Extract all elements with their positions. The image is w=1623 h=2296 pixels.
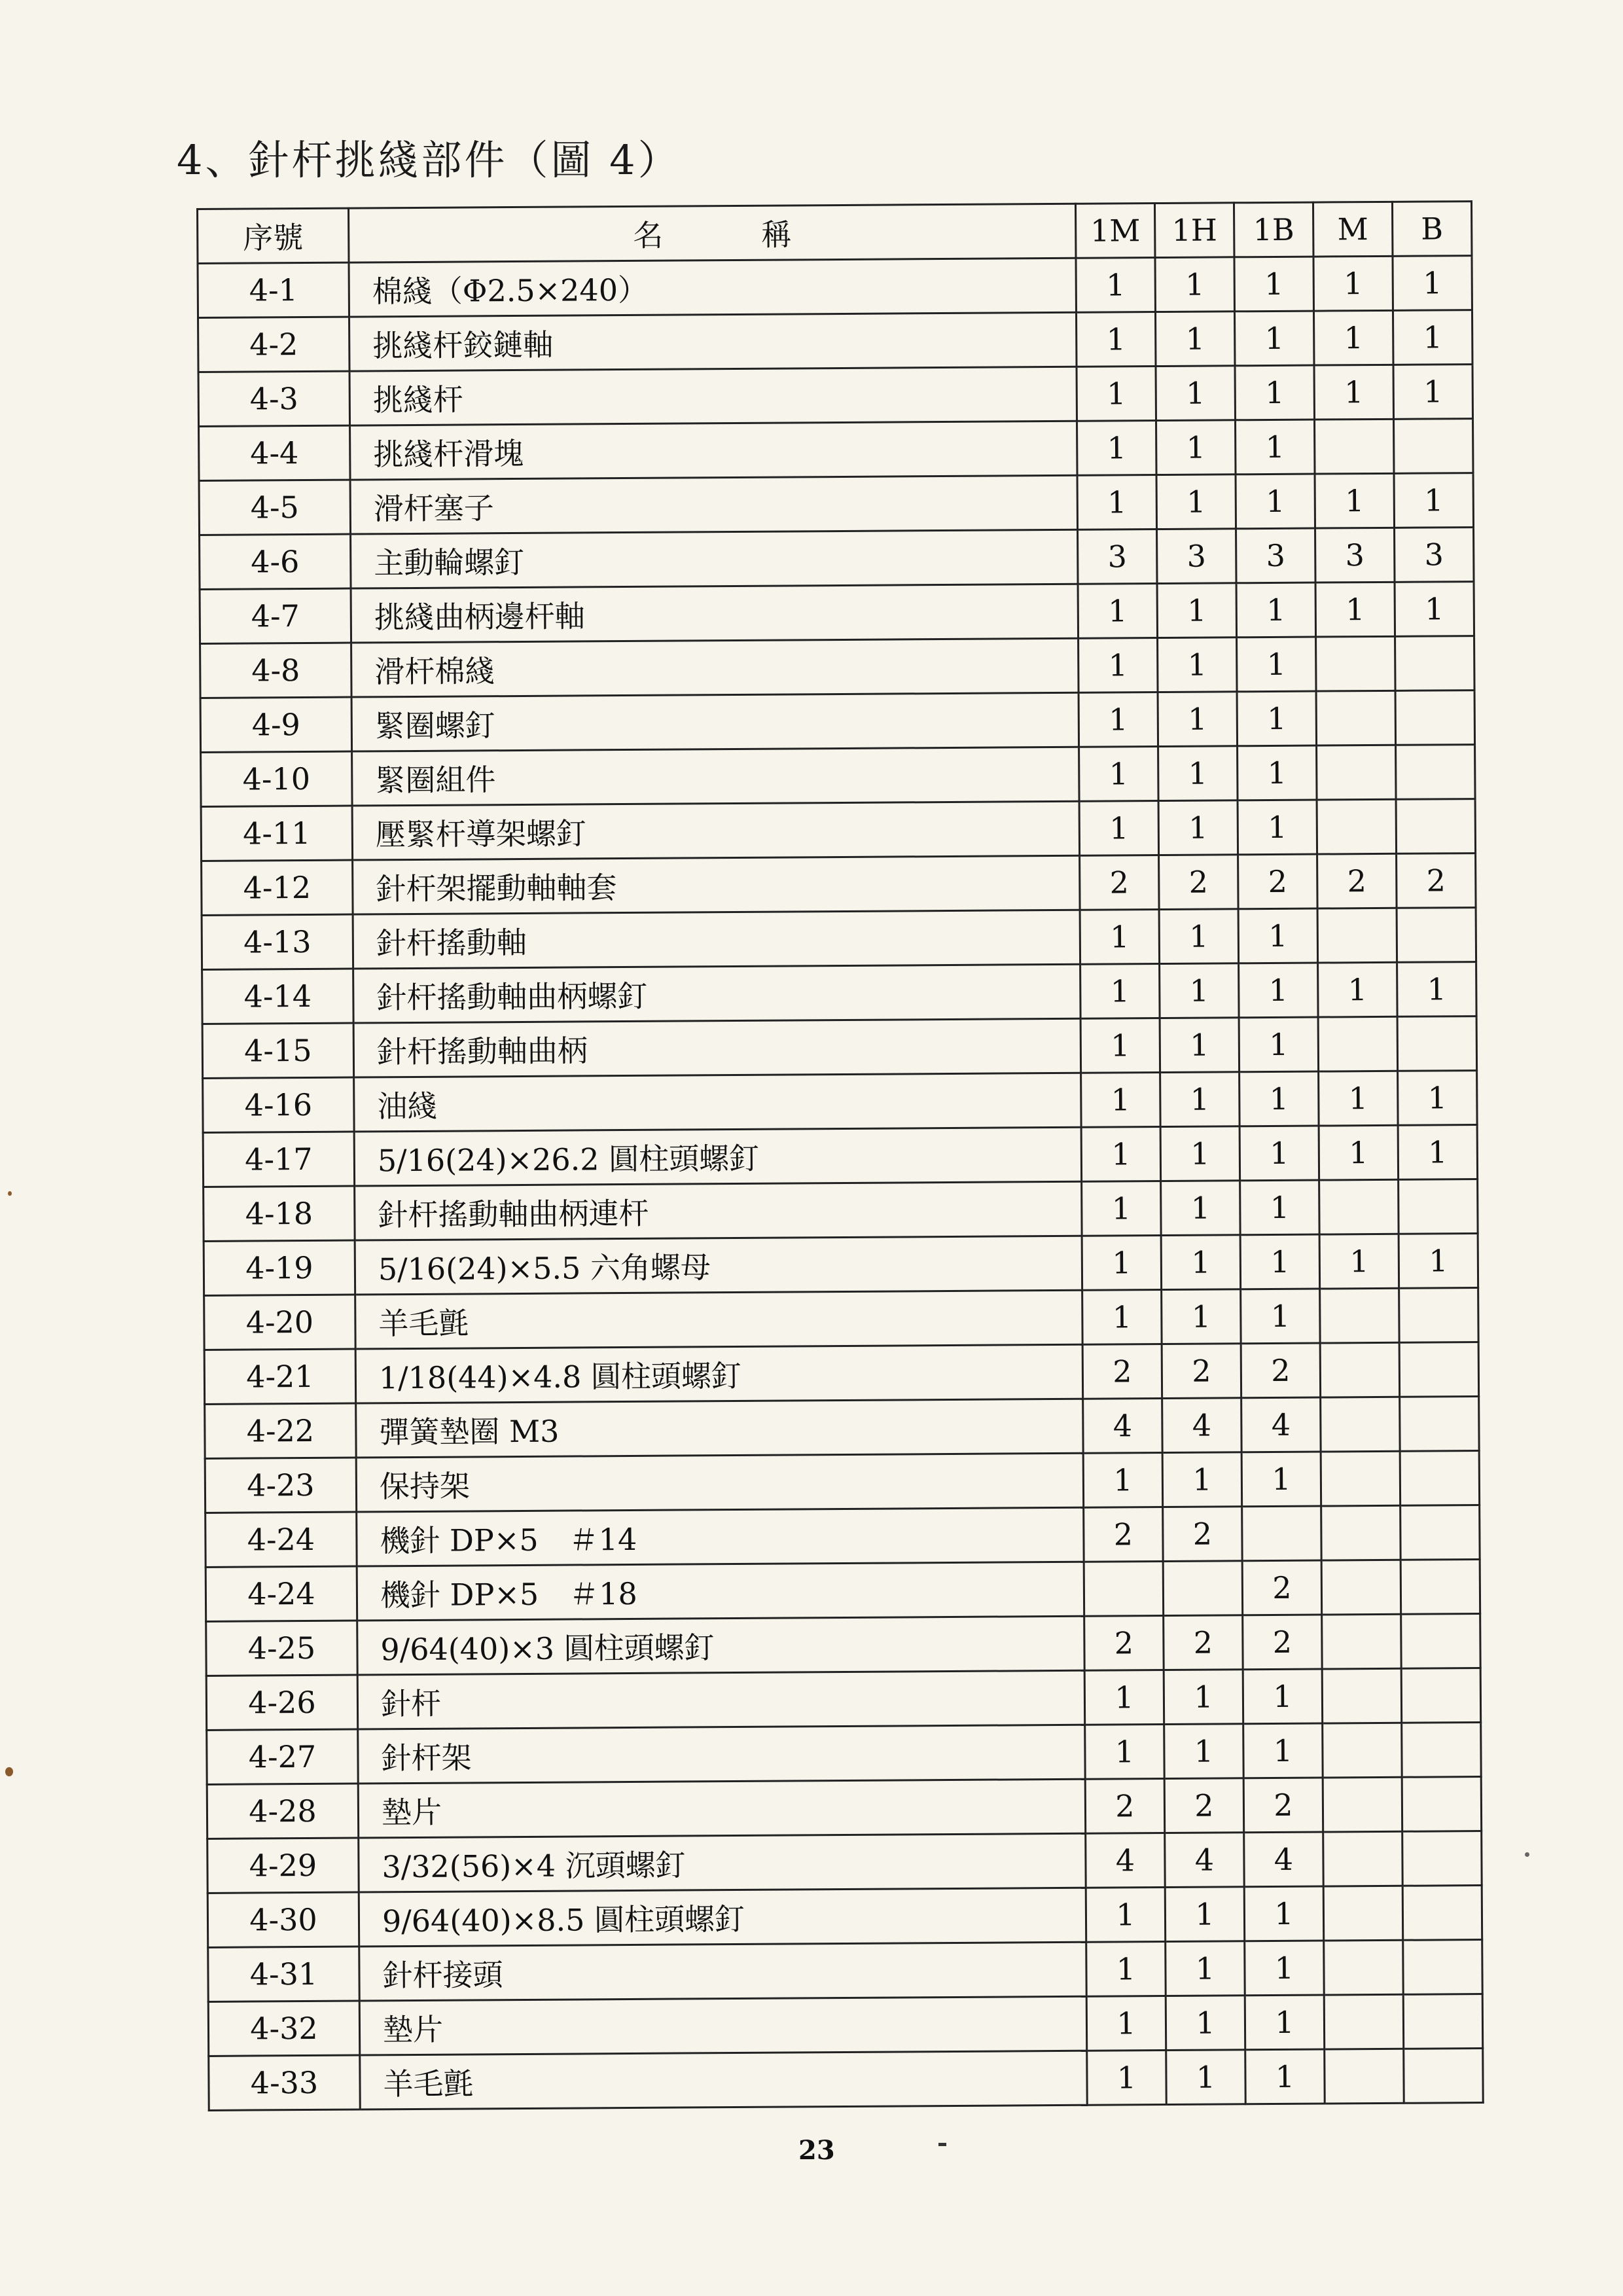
cell-name: 墊片 [358, 1779, 1085, 1838]
cell-qty-1h: 1 [1162, 1289, 1241, 1344]
table-row [201, 799, 1475, 861]
cell-serial-no: 4-12 [202, 860, 353, 915]
cell-qty-1h: 1 [1165, 1887, 1245, 1942]
page-number: 23 [798, 2135, 835, 2166]
cell-qty-m: 1 [1314, 365, 1394, 420]
cell-qty-m [1317, 745, 1397, 800]
cell-name: 棉綫（Φ2.5×240） [349, 258, 1076, 317]
cell-qty-1b: 2 [1238, 854, 1318, 909]
cell-qty-1h: 1 [1160, 1072, 1240, 1127]
cell-qty-1b: 1 [1238, 800, 1317, 855]
cell-qty-b: 1 [1397, 962, 1477, 1017]
table-row [201, 745, 1475, 807]
cell-qty-b [1397, 1016, 1477, 1071]
table-row [200, 636, 1474, 698]
cell-serial-no: 4-29 [207, 1838, 359, 1893]
cell-qty-1m: 2 [1082, 1344, 1162, 1399]
cell-qty-m [1321, 1505, 1401, 1560]
cell-qty-1m [1084, 1562, 1164, 1617]
header-b: B [1392, 202, 1472, 257]
cell-qty-1m: 2 [1085, 1779, 1165, 1834]
table-row [199, 473, 1473, 535]
cell-qty-b: 1 [1398, 1071, 1478, 1126]
cell-qty-m [1321, 1451, 1400, 1506]
cell-name: 保持架 [356, 1453, 1083, 1512]
cell-qty-1h: 1 [1166, 2050, 1246, 2105]
cell-qty-1b: 1 [1245, 1995, 1325, 2050]
cell-qty-1m: 1 [1078, 584, 1158, 639]
cell-qty-b [1402, 1723, 1482, 1778]
cell-qty-b [1404, 2049, 1484, 2104]
cell-qty-1m: 2 [1084, 1616, 1164, 1671]
cell-qty-1m: 1 [1080, 1018, 1160, 1073]
cell-qty-b [1400, 1397, 1480, 1452]
cell-qty-1m: 1 [1079, 692, 1158, 747]
cell-serial-no: 4-24 [205, 1512, 357, 1567]
cell-qty-b: 1 [1395, 582, 1474, 637]
cell-qty-1b: 1 [1240, 1180, 1320, 1235]
cell-qty-b [1399, 1288, 1479, 1343]
cell-qty-1b: 2 [1243, 1615, 1323, 1670]
cell-name: 羊毛氈 [355, 1290, 1082, 1349]
cell-qty-1m: 1 [1087, 2051, 1167, 2106]
cell-qty-1b: 1 [1241, 1452, 1321, 1507]
cell-qty-1b: 1 [1238, 745, 1317, 800]
cell-qty-1b: 1 [1239, 1017, 1319, 1072]
scan-speck [5, 1767, 13, 1776]
cell-name: 油綫 [354, 1073, 1081, 1132]
cell-qty-m [1323, 1886, 1403, 1941]
cell-qty-1m: 1 [1082, 1290, 1162, 1345]
cell-qty-1m: 1 [1077, 421, 1157, 476]
cell-qty-1h: 3 [1157, 529, 1237, 584]
cell-qty-b [1400, 1560, 1480, 1615]
cell-name: 壓緊杆導架螺釘 [352, 801, 1079, 860]
header-1m: 1M [1075, 204, 1155, 259]
cell-qty-1b: 1 [1234, 257, 1314, 312]
cell-qty-1m: 1 [1083, 1453, 1163, 1508]
cell-qty-1m: 4 [1083, 1399, 1163, 1454]
cell-qty-1b: 1 [1240, 1071, 1319, 1126]
cell-qty-b: 3 [1395, 528, 1474, 583]
cell-qty-m: 1 [1315, 582, 1395, 637]
cell-name: 主動輪螺釘 [351, 529, 1078, 588]
cell-qty-1b: 1 [1237, 691, 1317, 746]
cell-qty-1h: 1 [1155, 257, 1235, 312]
table-row [205, 1397, 1479, 1459]
cell-name: 機針 DP×5 ＃18 [357, 1562, 1084, 1621]
cell-qty-1h: 4 [1165, 1833, 1245, 1888]
cell-serial-no: 4-33 [209, 2055, 361, 2110]
table-body [198, 256, 1483, 2111]
cell-qty-m [1323, 1831, 1403, 1886]
cell-qty-1h: 1 [1156, 366, 1236, 421]
cell-serial-no: 4-15 [202, 1023, 354, 1078]
cell-qty-b [1396, 799, 1476, 854]
cell-qty-1b: 3 [1236, 528, 1316, 583]
cell-qty-1m: 1 [1079, 747, 1159, 802]
header-m: M [1313, 202, 1393, 257]
cell-qty-m [1320, 1288, 1400, 1343]
cell-qty-m: 2 [1317, 853, 1397, 908]
cell-qty-1m: 2 [1080, 855, 1160, 910]
cell-qty-1h: 1 [1158, 746, 1238, 801]
cell-qty-b: 1 [1393, 256, 1472, 311]
cell-serial-no: 4-28 [207, 1784, 359, 1839]
cell-qty-m [1324, 1940, 1404, 1995]
cell-qty-1m: 1 [1076, 312, 1156, 367]
cell-qty-b: 1 [1393, 310, 1472, 365]
cell-qty-b [1403, 1994, 1483, 2049]
cell-serial-no: 4-19 [204, 1240, 355, 1295]
cell-qty-b: 1 [1393, 365, 1473, 420]
cell-qty-1h: 1 [1155, 312, 1235, 367]
cell-serial-no: 4-25 [206, 1621, 358, 1676]
cell-serial-no: 4-9 [200, 697, 352, 752]
cell-qty-1m: 1 [1082, 1236, 1162, 1291]
cell-qty-b [1399, 1179, 1478, 1234]
cell-qty-m [1323, 1777, 1402, 1832]
cell-serial-no: 4-18 [204, 1186, 355, 1241]
cell-name: 針杆搖動軸 [353, 910, 1080, 969]
table-row [205, 1451, 1479, 1513]
table-row [204, 1234, 1478, 1296]
cell-serial-no: 4-31 [208, 1946, 360, 2001]
cell-qty-1m: 1 [1082, 1181, 1162, 1236]
cell-qty-1m: 1 [1079, 801, 1159, 856]
cell-qty-b [1395, 636, 1475, 691]
table-row [206, 1668, 1480, 1731]
table-row [207, 1777, 1481, 1839]
cell-qty-1b: 1 [1239, 963, 1319, 1018]
cell-qty-1h: 1 [1162, 1452, 1242, 1507]
table-row [200, 691, 1474, 753]
cell-qty-1m: 2 [1084, 1507, 1164, 1562]
cell-serial-no: 4-3 [198, 371, 350, 426]
cell-qty-m: 1 [1315, 473, 1395, 528]
cell-name: 挑綫杆 [349, 367, 1077, 425]
table-row [205, 1560, 1480, 1622]
cell-qty-1h: 1 [1160, 1018, 1240, 1073]
cell-qty-b: 2 [1397, 853, 1476, 908]
cell-qty-b: 1 [1398, 1125, 1478, 1180]
cell-qty-1b: 2 [1242, 1560, 1322, 1615]
cell-qty-m: 1 [1319, 1071, 1399, 1126]
cell-name: 9/64(40)×8.5 圓柱頭螺釘 [359, 1888, 1086, 1946]
table-row [204, 1179, 1478, 1242]
cell-qty-b [1402, 1777, 1482, 1832]
table-row [207, 1723, 1481, 1785]
table-row [202, 1016, 1476, 1079]
header-serial-no: 序號 [198, 208, 349, 263]
cell-name: 挑綫曲柄邊杆軸 [351, 584, 1078, 643]
cell-qty-m [1318, 1016, 1398, 1071]
cell-qty-b [1399, 1342, 1479, 1397]
scan-speck [8, 1191, 12, 1196]
cell-name: 針杆 [357, 1670, 1084, 1729]
header-row [198, 202, 1472, 264]
cell-qty-1h: 1 [1158, 692, 1238, 747]
cell-qty-1b: 2 [1243, 1778, 1323, 1833]
cell-qty-b [1401, 1614, 1481, 1669]
cell-qty-1b: 1 [1241, 1289, 1321, 1344]
header-1b: 1B [1234, 202, 1313, 257]
table-row [204, 1342, 1478, 1405]
cell-serial-no: 4-5 [199, 480, 351, 535]
cell-qty-m: 1 [1319, 1234, 1399, 1289]
cell-qty-1b: 1 [1235, 365, 1315, 420]
cell-serial-no: 4-17 [203, 1132, 355, 1187]
cell-name: 3/32(56)×4 沉頭螺釘 [359, 1833, 1086, 1892]
cell-qty-m: 1 [1313, 256, 1393, 311]
cell-qty-1m: 1 [1084, 1670, 1164, 1725]
cell-qty-1h: 1 [1156, 420, 1236, 475]
cell-qty-1b: 1 [1243, 1723, 1323, 1778]
cell-qty-m [1316, 691, 1396, 745]
cell-qty-1b: 1 [1245, 1941, 1325, 1996]
cell-serial-no: 4-8 [200, 643, 352, 698]
cell-serial-no: 4-24 [205, 1566, 357, 1621]
cell-serial-no: 4-23 [205, 1458, 357, 1513]
cell-qty-1m: 1 [1077, 475, 1157, 530]
cell-qty-1m: 1 [1079, 638, 1158, 693]
cell-name: 針杆搖動軸曲柄 [353, 1018, 1080, 1077]
cell-qty-1m: 1 [1086, 1942, 1166, 1997]
cell-serial-no: 4-32 [208, 2001, 360, 2056]
cell-qty-1h: 1 [1164, 1670, 1243, 1725]
cell-serial-no: 4-6 [200, 534, 351, 589]
cell-serial-no: 4-22 [205, 1403, 357, 1458]
cell-qty-m [1321, 1397, 1400, 1452]
cell-name: 1/18(44)×4.8 圓柱頭螺釘 [355, 1344, 1082, 1403]
page-title: 4、針杆挑綫部件（圖 4） [177, 136, 681, 184]
cell-qty-b [1403, 1940, 1483, 1995]
cell-name: 滑杆塞子 [350, 475, 1077, 534]
cell-qty-b [1402, 1831, 1482, 1886]
cell-qty-m [1323, 1723, 1402, 1778]
cell-qty-1h: 1 [1161, 1181, 1241, 1236]
table-row [203, 1125, 1477, 1187]
table-row [198, 310, 1472, 372]
cell-qty-b [1394, 419, 1474, 474]
cell-serial-no: 4-20 [204, 1295, 356, 1350]
cell-serial-no: 4-7 [200, 588, 351, 643]
cell-qty-m [1317, 908, 1397, 963]
cell-serial-no: 4-13 [202, 914, 353, 969]
table-row [208, 1940, 1482, 2002]
cell-serial-no: 4-21 [204, 1349, 356, 1404]
cell-qty-1b: 1 [1243, 1669, 1323, 1724]
cell-qty-b [1402, 1886, 1482, 1941]
table-row [200, 582, 1474, 644]
cell-serial-no: 4-14 [202, 969, 354, 1024]
cell-qty-1b [1242, 1506, 1322, 1561]
cell-qty-1b: 1 [1236, 583, 1316, 637]
cell-qty-1b: 1 [1240, 1126, 1319, 1181]
cell-qty-b [1397, 908, 1476, 963]
cell-qty-1m: 1 [1076, 258, 1156, 313]
cell-serial-no: 4-1 [198, 262, 349, 317]
cell-name: 挑綫杆鉸鏈軸 [349, 312, 1077, 371]
cell-qty-1h: 2 [1164, 1615, 1243, 1670]
cell-qty-1m: 3 [1078, 529, 1158, 584]
cell-qty-1b: 4 [1244, 1832, 1324, 1887]
cell-qty-1b: 1 [1236, 474, 1315, 529]
cell-serial-no: 4-4 [199, 425, 351, 480]
cell-qty-1h: 2 [1163, 1507, 1243, 1562]
cell-qty-m [1324, 1994, 1404, 2049]
table-row [208, 1994, 1482, 2056]
cell-name: 5/16(24)×26.2 圓柱頭螺釘 [354, 1127, 1081, 1186]
cell-qty-1h [1163, 1561, 1243, 1616]
cell-qty-m [1321, 1560, 1401, 1615]
cell-serial-no: 4-11 [201, 806, 353, 861]
cell-serial-no: 4-10 [201, 751, 353, 806]
table-row [199, 419, 1473, 481]
cell-qty-1b: 1 [1240, 1234, 1320, 1289]
cell-qty-m: 1 [1319, 1125, 1399, 1180]
scan-mark [938, 2143, 946, 2146]
cell-name: 彈簧墊圈 M3 [356, 1399, 1083, 1458]
cell-qty-1h: 1 [1160, 963, 1240, 1018]
cell-qty-1h: 2 [1164, 1778, 1244, 1833]
cell-name: 針杆架 [358, 1725, 1085, 1784]
cell-qty-1h: 1 [1166, 1941, 1245, 1996]
cell-qty-m [1320, 1342, 1400, 1397]
cell-qty-1b: 1 [1238, 908, 1318, 963]
cell-qty-1h: 1 [1161, 1235, 1241, 1290]
table-row [206, 1614, 1480, 1676]
cell-qty-m [1325, 2049, 1404, 2104]
cell-qty-1h: 1 [1158, 800, 1238, 855]
cell-name: 9/64(40)×3 圓柱頭螺釘 [357, 1616, 1084, 1675]
table-row [207, 1886, 1482, 1948]
table-row [205, 1505, 1480, 1568]
cell-qty-1h: 1 [1164, 1724, 1244, 1779]
table-row [209, 2049, 1483, 2111]
cell-qty-b: 1 [1394, 473, 1474, 528]
cell-qty-b [1400, 1451, 1480, 1506]
cell-qty-m [1317, 799, 1397, 854]
table-row [203, 1071, 1477, 1133]
table-row [202, 853, 1476, 916]
cell-serial-no: 4-16 [203, 1077, 355, 1132]
cell-name: 滑杆棉綫 [351, 638, 1079, 697]
cell-qty-1m: 1 [1086, 1888, 1166, 1943]
cell-qty-b [1395, 691, 1475, 745]
table-row [204, 1288, 1478, 1350]
table-row [202, 908, 1476, 970]
cell-qty-1m: 1 [1080, 964, 1160, 1019]
cell-qty-1b: 2 [1241, 1343, 1321, 1398]
cell-qty-1m: 4 [1086, 1833, 1166, 1888]
cell-qty-1h: 2 [1159, 855, 1239, 910]
table-row [207, 1831, 1482, 1893]
cell-qty-1h: 1 [1160, 1126, 1240, 1181]
cell-qty-1m: 1 [1085, 1725, 1165, 1780]
parts-table [196, 200, 1484, 2111]
cell-serial-no: 4-30 [207, 1892, 359, 1947]
cell-qty-1h: 1 [1156, 475, 1236, 529]
cell-qty-b [1396, 745, 1476, 800]
cell-name: 墊片 [359, 1996, 1086, 2055]
cell-name: 針杆架擺動軸軸套 [353, 855, 1080, 914]
cell-qty-1m: 1 [1086, 1996, 1166, 2051]
cell-name: 針杆搖動軸曲柄連杆 [355, 1181, 1082, 1240]
cell-qty-m: 3 [1315, 528, 1395, 583]
cell-qty-1m: 1 [1081, 1073, 1161, 1128]
cell-qty-b [1401, 1668, 1481, 1723]
scan-speck [1525, 1852, 1529, 1857]
cell-qty-1h: 1 [1166, 1996, 1245, 2051]
cell-qty-m [1319, 1179, 1399, 1234]
table-row [198, 365, 1472, 427]
cell-qty-1b: 1 [1234, 311, 1314, 366]
cell-qty-1m: 1 [1081, 1127, 1161, 1182]
cell-qty-1h: 4 [1162, 1398, 1242, 1453]
cell-qty-m [1316, 636, 1396, 691]
cell-name: 緊圈螺釘 [351, 692, 1079, 751]
table-row [200, 528, 1474, 590]
cell-name: 緊圈組件 [352, 747, 1079, 806]
cell-name: 機針 DP×5 ＃14 [357, 1507, 1084, 1566]
cell-qty-1b: 1 [1245, 2049, 1325, 2104]
cell-qty-m: 1 [1318, 962, 1398, 1017]
table-row [202, 962, 1476, 1024]
cell-qty-1h: 1 [1158, 637, 1238, 692]
header-1h: 1H [1154, 203, 1234, 258]
cell-name: 針杆接頭 [359, 1942, 1086, 2001]
table-header [198, 202, 1472, 264]
cell-qty-1b: 1 [1244, 1886, 1324, 1941]
cell-name: 挑綫杆滑塊 [350, 421, 1077, 480]
cell-qty-1m: 1 [1077, 367, 1156, 422]
cell-qty-m [1322, 1614, 1402, 1669]
cell-serial-no: 4-26 [206, 1675, 358, 1730]
cell-qty-b: 1 [1399, 1234, 1478, 1289]
cell-serial-no: 4-2 [198, 317, 350, 372]
cell-name: 針杆搖動軸曲柄螺釘 [353, 964, 1080, 1023]
cell-qty-m [1315, 419, 1395, 474]
cell-qty-m: 1 [1313, 310, 1393, 365]
cell-qty-1b: 4 [1241, 1397, 1321, 1452]
table-row [198, 256, 1472, 318]
cell-qty-m [1322, 1668, 1402, 1723]
cell-qty-b [1400, 1505, 1480, 1560]
cell-qty-1h: 1 [1159, 909, 1239, 964]
cell-name: 羊毛氈 [360, 2051, 1087, 2109]
cell-qty-1h: 2 [1162, 1344, 1241, 1399]
cell-qty-1b: 1 [1237, 637, 1317, 692]
header-name: 名稱 [349, 204, 1076, 262]
cell-name: 5/16(24)×5.5 六角螺母 [355, 1236, 1082, 1295]
cell-qty-1m: 1 [1080, 910, 1160, 965]
cell-qty-1b: 1 [1236, 420, 1315, 475]
cell-serial-no: 4-27 [207, 1729, 359, 1784]
cell-qty-1h: 1 [1157, 583, 1237, 638]
